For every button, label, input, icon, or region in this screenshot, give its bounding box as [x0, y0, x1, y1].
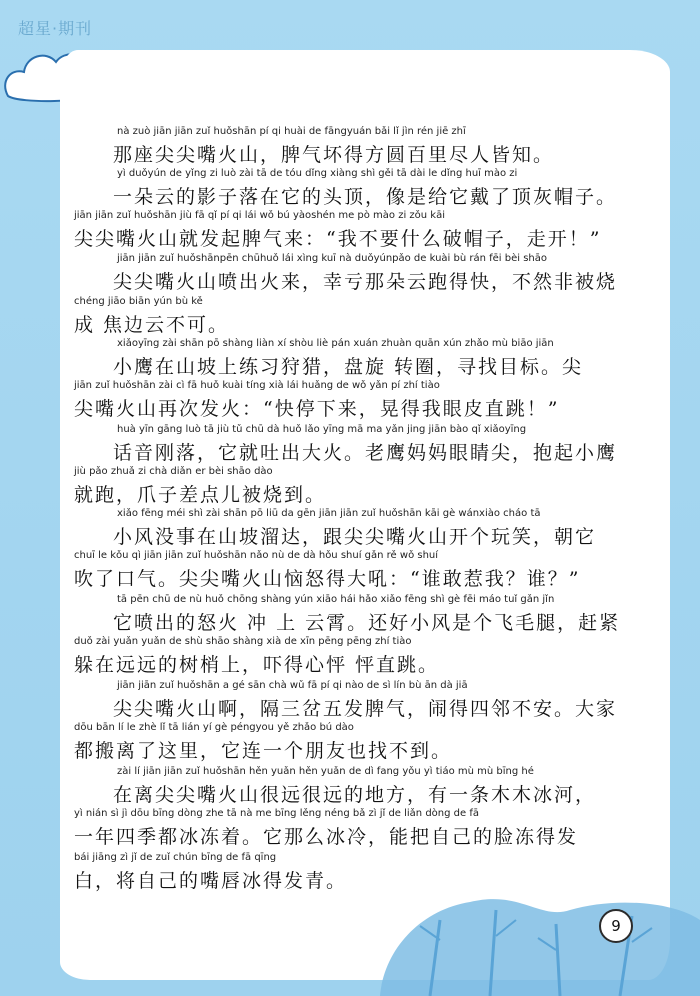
text-line	[0, 680, 700, 726]
chinese-line: 尖嘴火山再次发火：“快停下来，晃得我眼皮直跳！”	[74, 398, 560, 420]
chinese-line: 吹了口气。尖尖嘴火山恼怒得大吼：“谁敢惹我？谁？”	[74, 568, 581, 590]
text-line	[0, 210, 700, 256]
pinyin-line: xiǎoyīng zài shān pō shàng liàn xí shòu liè pán xuán zhuàn quān xún zhǎo mù biāo jiān	[117, 338, 554, 349]
chinese-line: 小鹰在山坡上练习狩猎，盘旋 转圈，寻找目标。尖	[113, 356, 584, 378]
text-line	[0, 424, 700, 470]
page-number: 9	[599, 909, 633, 943]
pinyin-line: bái jiāng zì jǐ de zuǐ chún bīng de fā qīng	[74, 852, 277, 863]
text-line	[0, 852, 700, 898]
pinyin-line: jiān jiān zuǐ huǒshān a gé sān chà wǔ fā pí qi nào de sì lín bù ān dà jiā	[117, 680, 468, 691]
text-line	[0, 636, 700, 682]
text-line	[0, 338, 700, 384]
pinyin-line: jiān jiān zuǐ huǒshānpēn chūhuǒ lái xìng kuī nà duǒyúnpǎo de kuài bù rán fēi bèi shāo	[117, 253, 548, 264]
chinese-line: 就跑，爪子差点儿被烧到。	[74, 484, 327, 506]
text-line	[0, 766, 700, 812]
chinese-line: 那座尖尖嘴火山，脾气坏得方圆百里尽人皆知。	[113, 144, 555, 166]
pinyin-line: jiān zuǐ huǒshān zài cì fā huǒ kuài tíng xià lái huǎng de wǒ yǎn pí zhí tiào	[74, 380, 440, 391]
text-line	[0, 722, 700, 768]
pinyin-line: tā pēn chū de nù huǒ chōng shàng yún xiāo hái hǎo xiǎo fēng shì gè fēi máo tuǐ gǎn jǐn	[117, 594, 555, 605]
pinyin-line: duǒ zài yuǎn yuǎn de shù shāo shàng xià de xīn pēng pēng zhí tiào	[74, 636, 412, 647]
pinyin-line: jiù pǎo zhuǎ zi chà diǎn er bèi shāo dào	[74, 466, 273, 477]
chinese-line: 尖尖嘴火山喷出火来，幸亏那朵云跑得快，不然非被烧	[113, 271, 618, 293]
pinyin-line: yì nián sì jì dōu bīng dòng zhe tā nà me bīng lěng néng bǎ zì jǐ de liǎn dòng de fā	[74, 808, 479, 819]
chinese-line: 它喷出的怒火 冲 上 云霄。还好小风是个飞毛腿，赶紧	[113, 612, 621, 634]
chinese-line: 一年四季都冰冻着。它那么冰冷，能把自己的脸冻得发	[74, 826, 579, 848]
chinese-line: 尖尖嘴火山就发起脾气来：“我不要什么破帽子，走开！”	[74, 228, 602, 250]
text-line	[0, 126, 700, 172]
text-line	[0, 380, 700, 426]
pinyin-line: yì duǒyún de yǐng zi luò zài tā de tóu dǐng xiàng shì gěi tā dài le dǐng huī mào zi	[117, 168, 518, 179]
text-line	[0, 808, 700, 854]
chinese-line: 小风没事在山坡溜达，跟尖尖嘴火山开个玩笑，朝它	[113, 526, 597, 548]
chinese-line: 话音刚落，它就吐出大火。老鹰妈妈眼睛尖，抱起小鹰	[113, 442, 618, 464]
text-line	[0, 594, 700, 640]
pinyin-line: dōu bān lí le zhè lǐ tā lián yí gè péngyou yě zhǎo bú dào	[74, 722, 354, 733]
pinyin-line: chuī le kǒu qì jiān jiān zuǐ huǒshān nǎo nù de dà hǒu shuí gǎn rě wǒ shuí	[74, 550, 439, 561]
chinese-line: 在离尖尖嘴火山很远很远的地方，有一条木木冰河，	[113, 784, 597, 806]
chinese-line: 都搬离了这里，它连一个朋友也找不到。	[74, 740, 453, 762]
pinyin-line: nà zuò jiān jiān zuǐ huǒshān pí qi huài de fāngyuán bǎi lǐ jìn rén jiē zhī	[117, 126, 466, 137]
text-line	[0, 168, 700, 214]
chinese-line: 一朵云的影子落在它的头顶，像是给它戴了顶灰帽子。	[113, 186, 618, 208]
chinese-line: 成 焦边云不可。	[74, 314, 230, 336]
pinyin-line: jiān jiān zuǐ huǒshān jiù fā qǐ pí qi lái wǒ bú yàoshén me pò mào zi zǒu kāi	[74, 210, 446, 221]
pinyin-line: huà yīn gāng luò tā jiù tǔ chū dà huǒ lǎo yīng mā ma yǎn jing jiān bào qǐ xiǎoyīng	[117, 424, 527, 435]
pinyin-line: chéng jiāo biān yún bù kě	[74, 296, 203, 307]
chinese-line: 尖尖嘴火山啊，隔三岔五发脾气，闹得四邻不安。大家	[113, 698, 618, 720]
text-line	[0, 550, 700, 596]
text-line	[0, 508, 700, 554]
text-line	[0, 253, 700, 299]
text-line	[0, 296, 700, 342]
pinyin-line: xiǎo fēng méi shì zài shān pō liū da gēn jiān jiān zuǐ huǒshān kāi gè wánxiào cháo tā	[117, 508, 541, 519]
chinese-line: 躲在远远的树梢上，吓得心怦 怦直跳。	[74, 654, 440, 676]
pinyin-line: zài lí jiān jiān zuǐ huǒshān hěn yuǎn hěn yuǎn de dì fang yǒu yì tiáo mù mù bīng hé	[117, 766, 534, 777]
text-line	[0, 466, 700, 512]
chinese-line: 白，将自己的嘴唇冰得发青。	[74, 870, 348, 892]
masthead-logo: 超星·期刊	[18, 19, 93, 38]
